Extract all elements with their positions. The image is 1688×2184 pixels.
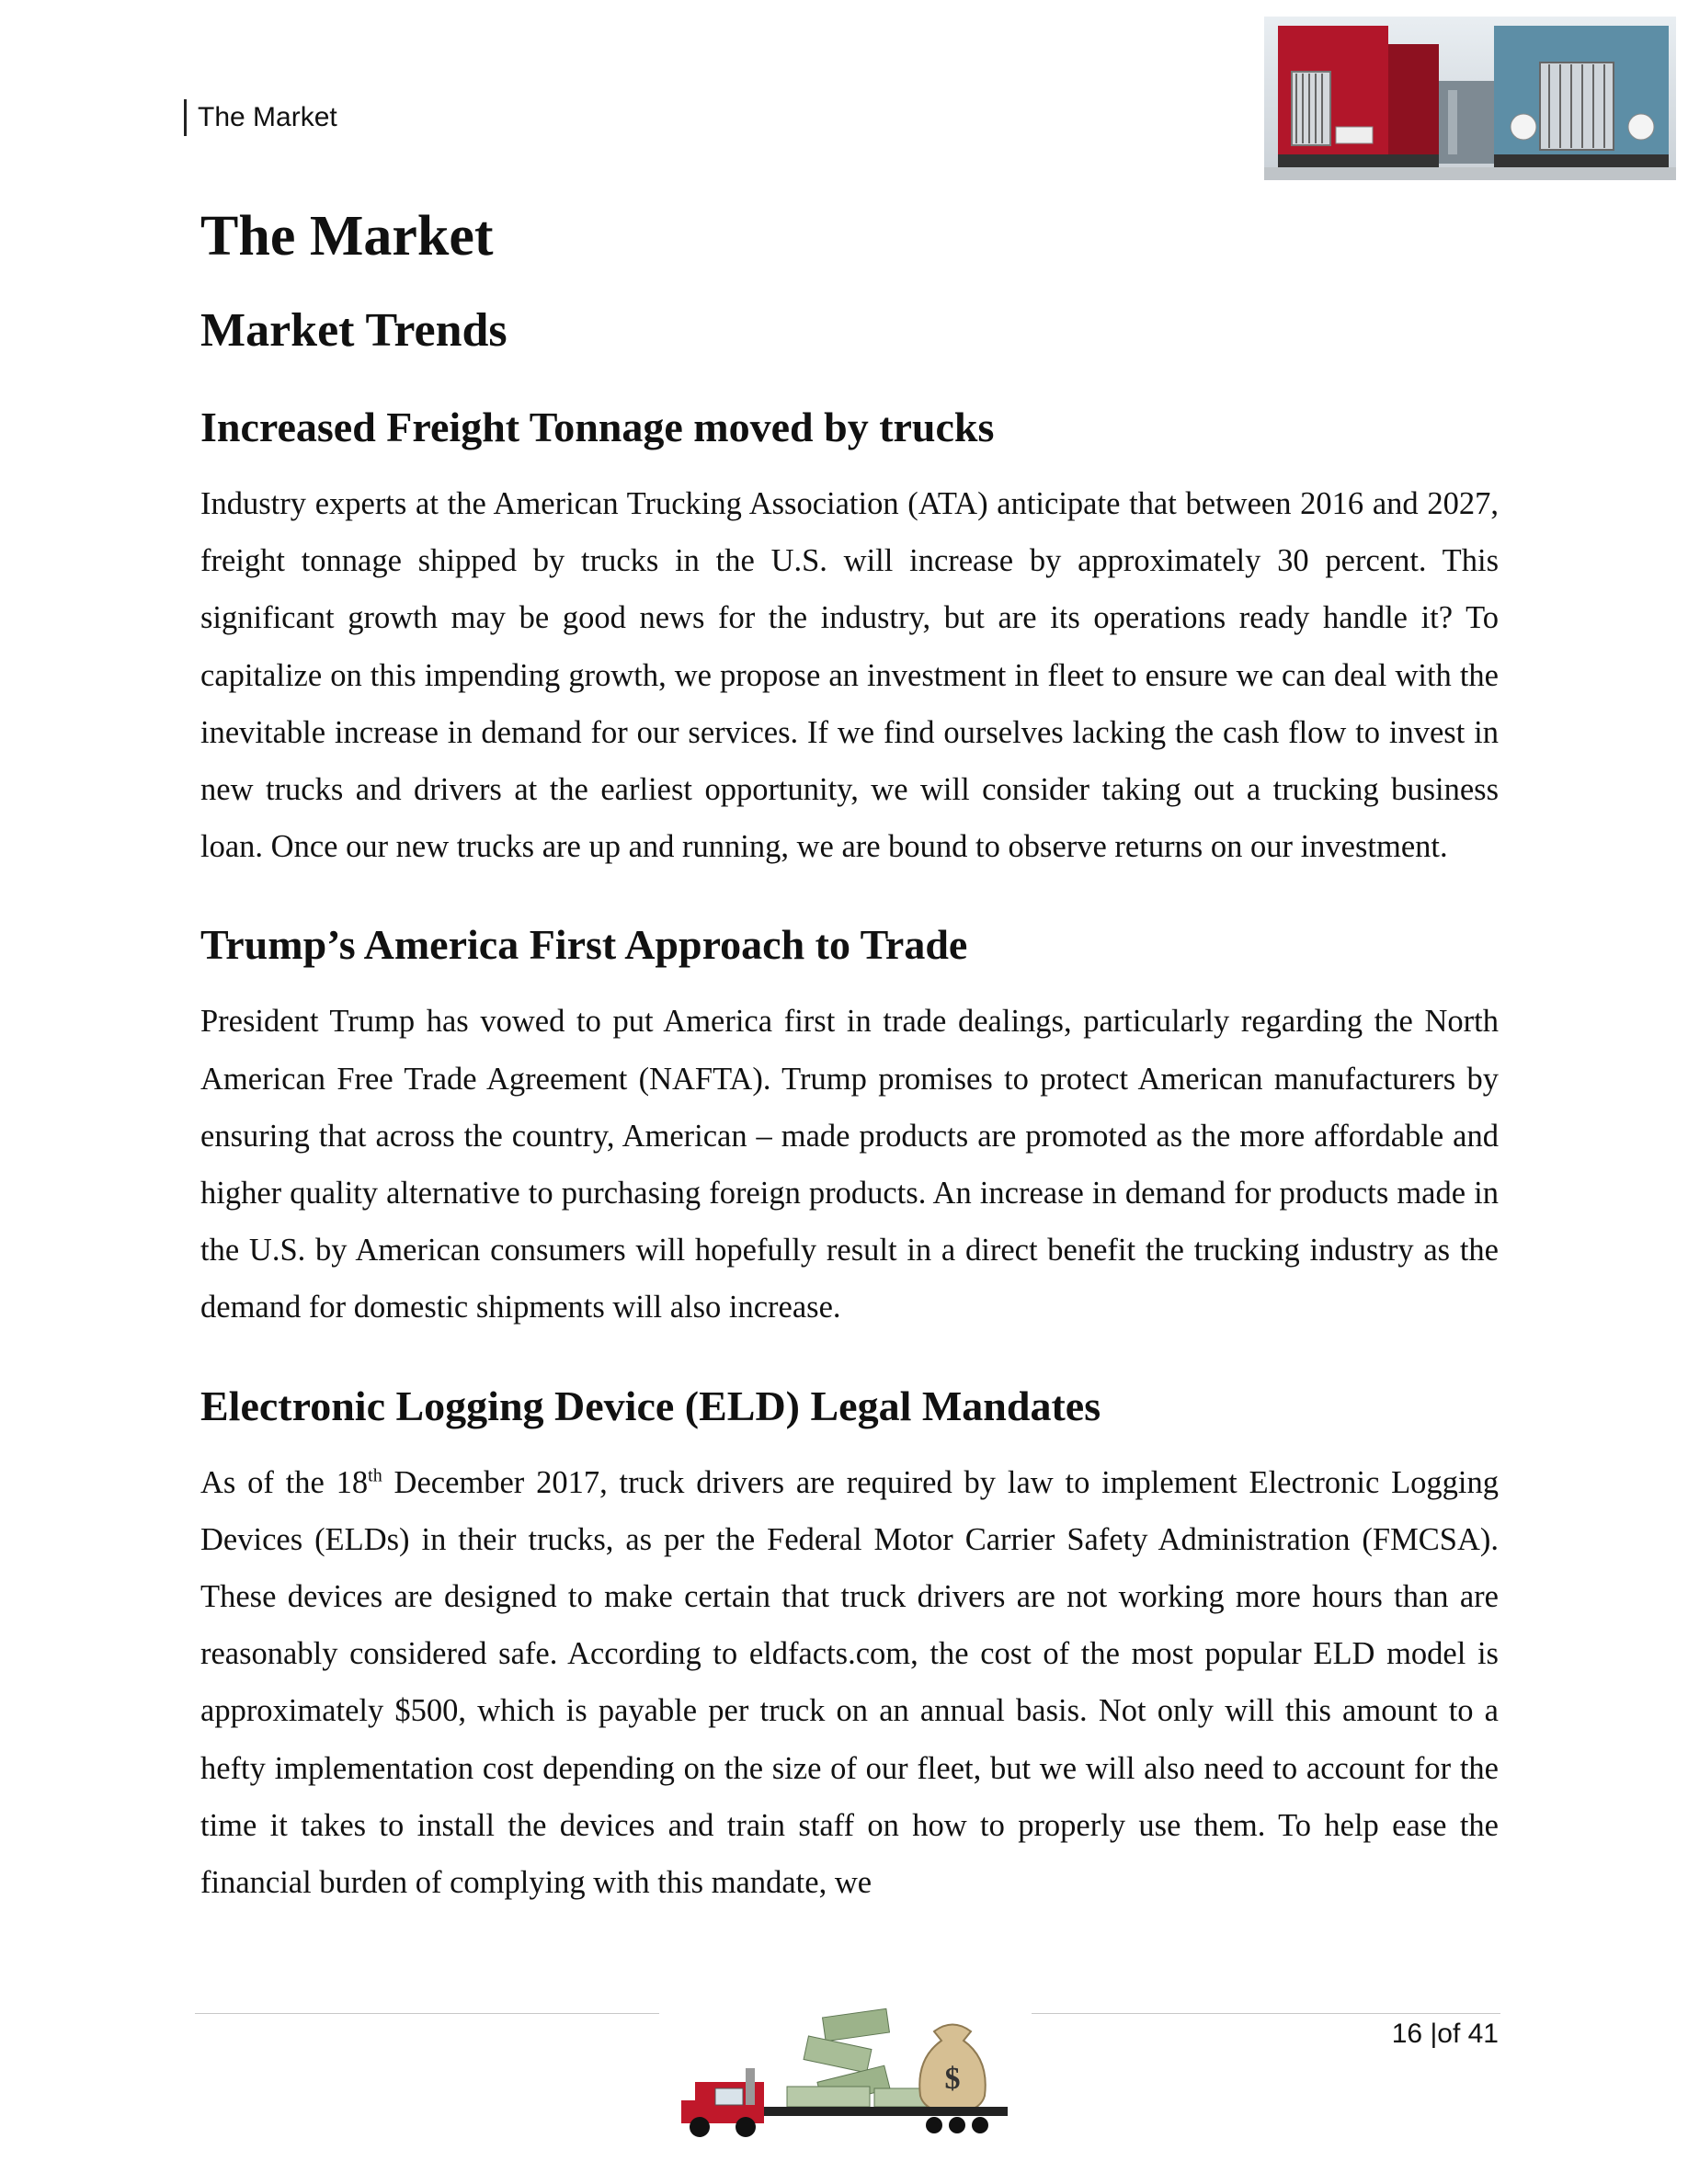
footer-divider-right [1032,2013,1500,2014]
eld-mandates-paragraph [200,1454,1499,1912]
footer-truck-money-image [658,2004,1032,2151]
blue-truck-icon [1494,26,1669,167]
page-title: The Market [200,205,494,267]
header-trucks-image [1264,17,1676,180]
header-label: The Market [184,99,337,136]
page-number [1392,2016,1499,2053]
page-separator: |of [1430,2019,1461,2049]
eld-text-rest: December 2017, truck drivers are required by law to implement Electronic Logging Devices (ELDs) in their trucks, as per the Federal Motor Carrier Safety Administration (FMCSA). These devices are designed to make certain that truck drivers are not working more hours than are reasonably considered safe. According to eldfacts.com, the cost of the most popular ELD model is approximately $500, which is payable per truck on an annual basis. Not only will this amount to a hefty implementation cost depending on the size of our fleet, but we will also need to account for the time it takes to install the devices and train staff on how to properly use them. To help ease the financial burden of complying with this mandate, we [200,1464,1499,1901]
footer-divider-left [195,2013,659,2014]
page-current: 16 [1391,2019,1423,2049]
page-content [200,188,1499,1911]
america-first-paragraph: President Trump has vowed to put America first in trade dealings, particularly regarding the North American Free Trade Agreement (NAFTA). Trump promises to protect American manufacturers by ensuring that across the country, American – made products are promoted as the more affordable and higher quality alternative to purchasing foreign products. An increase in demand for products made in the U.S. by American consumers will hopefully result in a direct benefit the trucking industry as the demand for domestic shipments will also increase. [200,1004,1499,1325]
section-title: Market Trends [200,304,508,357]
freight-tonnage-paragraph: Industry experts at the American Trucking Association (ATA) anticipate that between 2016 and 2027, freight tonnage shipped by trucks in the U.S. will increase by approximately 30 percent. This significant growth may be good news for the industry, but are its operations ready handle it? To capitalize on this impending growth, we propose an investment in fleet to ensure we can deal with the inevitable increase in demand for our services. If we find ourselves lacking the cash flow to invest in new trucks and drivers at the earliest opportunity, we will consider taking out a trucking business loan. Once our new trucks are up and running, we are bound to observe returns on our investment. [200,486,1499,865]
page-total: 41 [1467,2019,1499,2049]
america-first-heading: Trump’s America First Approach to Trade [200,921,968,969]
ordinal-suffix: th [368,1465,382,1486]
money-bills-icon [787,2008,930,2107]
money-bag-symbol: $ [944,2062,961,2096]
eld-mandates-heading: Electronic Logging Device (ELD) Legal Mandates [200,1382,1101,1429]
red-truck-icon [1278,26,1439,167]
money-bag-icon [919,2025,986,2113]
eld-text-start: As of the 18 [200,1464,369,1500]
red-truck-cab-icon [681,2068,764,2137]
freight-tonnage-heading: Increased Freight Tonnage moved by trucks [200,404,995,450]
